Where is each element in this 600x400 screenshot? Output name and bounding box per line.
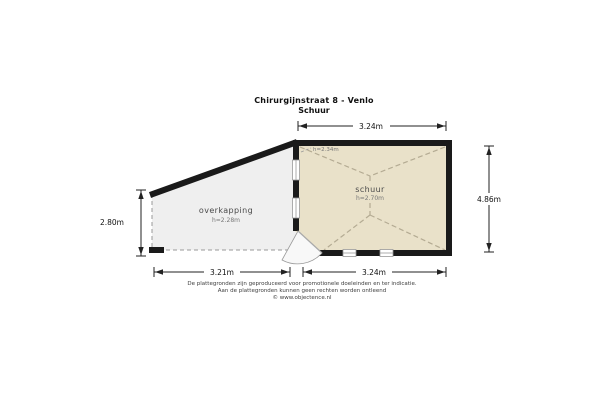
overkapping-room [149,141,297,253]
dim-arrow [437,269,445,275]
disclaimer-line-2: Aan de plattegronden kunnen geen rechten worden ontleend [217,288,387,294]
overkapping-corner-post [149,247,164,253]
dimension-right [471,146,507,252]
dim-arrow [281,269,289,275]
dim-arrow [304,269,312,275]
overkapping-height-label: h=2.28m [211,217,241,224]
dim-arrow [299,123,307,129]
dim-arrow [138,191,143,199]
dimension-left-value: 2.80m [99,218,125,227]
dimension-right-value: 4.86m [476,195,502,204]
title-floor-name: Schuur [298,106,330,115]
dimension-top-value: 3.24m [358,122,384,131]
dimension-bottom-right-value: 3.24m [361,268,387,277]
dim-arrow [486,147,491,155]
dimension-left [100,190,146,256]
overkapping-label: overkapping [198,206,254,215]
copyright-line: © www.objectence.nl [272,295,332,301]
dimension-bottom-right [303,266,446,278]
schuur-label: schuur [355,185,385,194]
dim-arrow [437,123,445,129]
schuur-height-label: h=2.70m [355,195,385,202]
overkapping-floor-area [152,141,296,250]
title-address: Chirurgijnstraat 8 - Venlo [254,96,374,105]
schuur-room [282,140,452,264]
dimension-bottom-left [154,266,290,278]
dimension-top [298,120,446,132]
dim-arrow [138,247,143,255]
footer-disclaimer [2,281,600,302]
dim-arrow [155,269,163,275]
disclaimer-line-1: De plattegronden zijn geproduceerd voor promotionele doeleinden en ter indicatie. [187,281,417,287]
dim-arrow [486,243,491,251]
schuur-ceiling-note: h=2.34m [313,147,339,153]
dimension-bottom-left-value: 3.21m [209,268,235,277]
